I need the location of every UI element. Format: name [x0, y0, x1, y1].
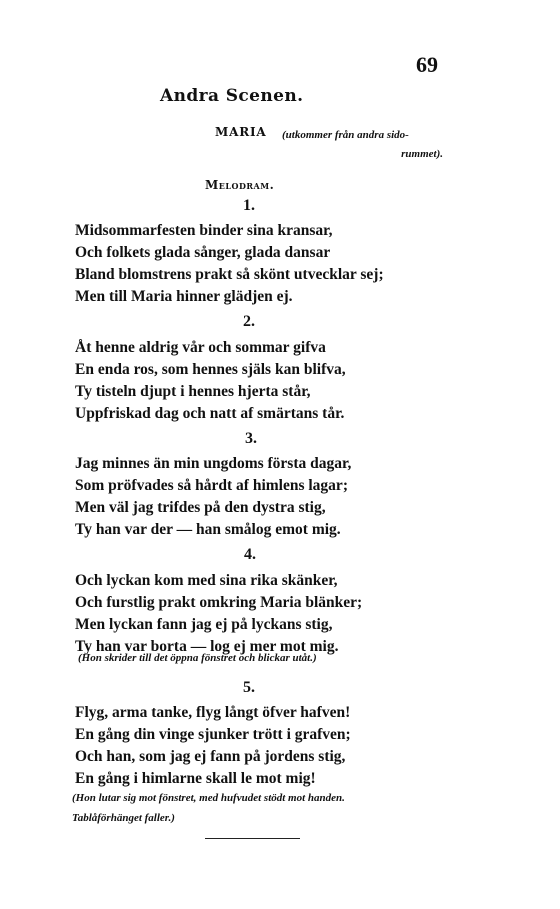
stanza-number-2: 2.	[243, 313, 255, 330]
stanza-2-line-2: En enda ros, som hennes själs kan blifva,	[75, 361, 346, 378]
entrance-direction-line-2: rummet).	[401, 148, 443, 160]
stanza-1-line-1: Midsommarfesten binder sina kransar,	[75, 222, 333, 239]
stanza-5-line-1: Flyg, arma tanke, flyg långt öfver hafven!	[75, 704, 351, 721]
stanza-1	[75, 220, 475, 308]
scene-title: Andra Scenen.	[160, 86, 304, 106]
stanza-number-4: 4.	[244, 546, 256, 563]
final-stage-direction	[72, 788, 482, 828]
final-direction-line-2: Tablåförhänget faller.)	[72, 812, 175, 824]
stanza-1-line-4: Men till Maria hinner glädjen ej.	[75, 288, 293, 305]
stanza-4-line-1: Och lyckan kom med sina rika skänker,	[75, 572, 338, 589]
stanza-2-line-3: Ty tisteln djupt i hennes hjerta står,	[75, 383, 311, 400]
stanza-number-5: 5.	[243, 679, 255, 696]
stanza-5-line-3: Och han, som jag ej fann på jordens stig,	[75, 748, 346, 765]
stanza-3-line-4: Ty han var der — han smålog emot mig.	[75, 521, 341, 538]
stanza-4-line-3: Men lyckan fann jag ej på lyckans stig,	[75, 616, 333, 633]
entrance-direction-line-1: (utkommer från andra sido-	[282, 129, 409, 141]
final-direction-line-1: (Hon lutar sig mot fönstret, med hufvudet stödt mot handen.	[72, 792, 345, 804]
stanza-3-line-1: Jag minnes än min ungdoms första dagar,	[75, 455, 352, 472]
stage-direction-window: (Hon skrider till det öppna fönstret och blickar utåt.)	[78, 652, 317, 664]
stanza-2-line-4: Uppfriskad dag och natt af smärtans tår.	[75, 405, 345, 422]
stanza-1-line-3: Bland blomstrens prakt så skönt utvecklar sej;	[75, 266, 384, 283]
melodram-heading: Melodram.	[205, 178, 275, 192]
stanza-3	[75, 453, 475, 541]
stanza-2-line-1: Åt henne aldrig vår och sommar gifva	[75, 339, 326, 356]
page-number: 69	[416, 52, 438, 77]
stanza-5-line-4: En gång i himlarne skall le mot mig!	[75, 770, 316, 787]
stanza-5-line-2: En gång din vinge sjunker trött i grafven;	[75, 726, 351, 743]
stanza-3-line-3: Men väl jag trifdes på den dystra stig,	[75, 499, 326, 516]
stanza-5	[75, 702, 475, 790]
stanza-1-line-2: Och folkets glada sånger, glada dansar	[75, 244, 331, 261]
stanza-4-line-2: Och furstlig prakt omkring Maria blänker;	[75, 594, 363, 611]
stanza-4	[75, 570, 475, 658]
stanza-2	[75, 337, 475, 425]
stanza-4-line-4: Ty han var borta — log ej mer mot mig.	[75, 638, 339, 655]
end-rule-divider	[205, 838, 300, 839]
stanza-number-3: 3.	[245, 430, 257, 447]
stanza-number-1: 1.	[243, 197, 255, 214]
entrance-stage-direction	[282, 126, 447, 164]
character-name: MARIA	[215, 125, 267, 139]
stanza-3-line-2: Som pröfvades så hårdt af himlens lagar;	[75, 477, 348, 494]
